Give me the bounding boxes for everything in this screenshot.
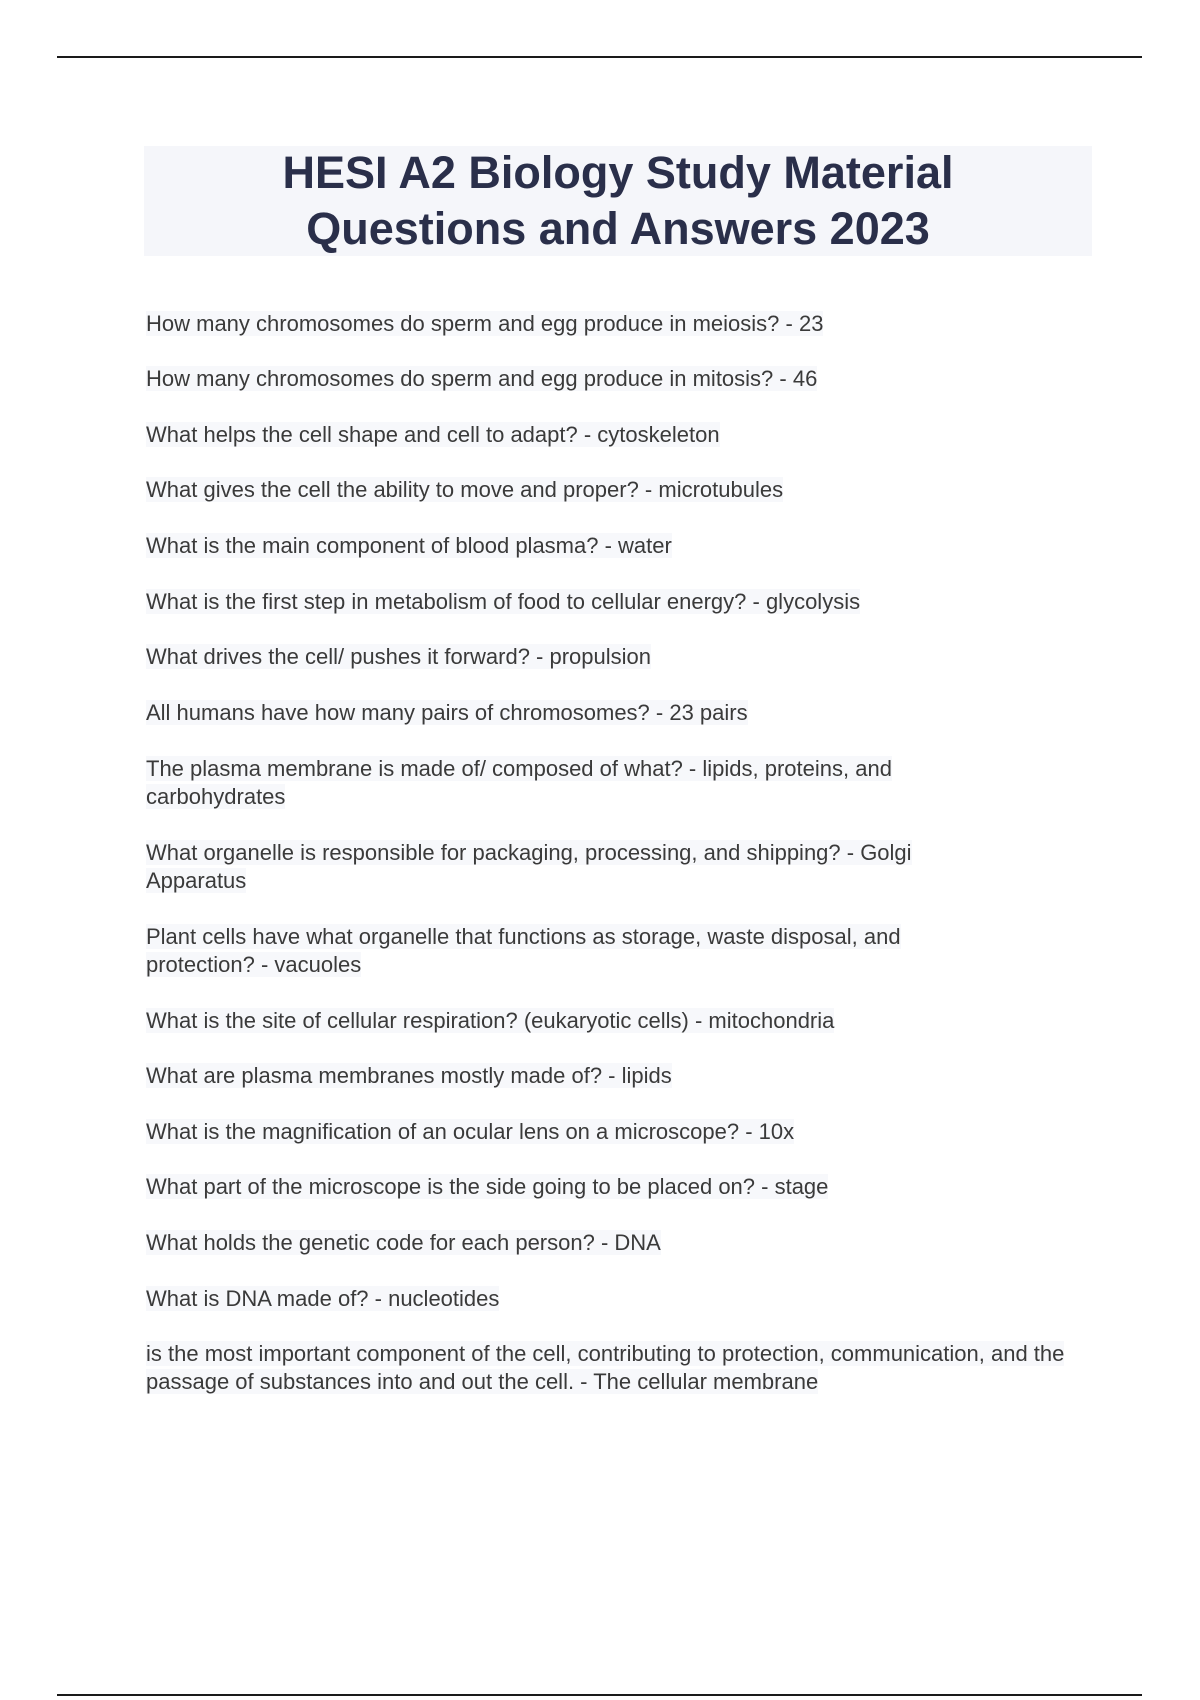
qa-item: What gives the cell the ability to move and proper? - microtubules bbox=[146, 477, 784, 502]
qa-item: What drives the cell/ pushes it forward? - propulsion bbox=[146, 644, 652, 669]
qa-item: Plant cells have what organelle that functions as storage, waste disposal, and protection? - vacuoles bbox=[146, 924, 901, 977]
qa-item: The plasma membrane is made of/ composed of what? - lipids, proteins, and carbohydrates bbox=[146, 756, 892, 809]
qa-item: is the most important component of the cell, contributing to protection, communication, and the passage of substances into and out the cell. - The cellular membrane bbox=[146, 1341, 1065, 1394]
qa-item: How many chromosomes do sperm and egg produce in meiosis? - 23 bbox=[146, 311, 824, 336]
qa-item: What helps the cell shape and cell to adapt? - cytoskeleton bbox=[146, 422, 720, 447]
qa-item: What part of the microscope is the side going to be placed on? - stage bbox=[146, 1174, 829, 1199]
qa-item: What is DNA made of? - nucleotides bbox=[146, 1286, 500, 1311]
qa-item: All humans have how many pairs of chromosomes? - 23 pairs bbox=[146, 700, 748, 725]
qa-item: What is the first step in metabolism of food to cellular energy? - glycolysis bbox=[146, 589, 861, 614]
qa-item: What organelle is responsible for packaging, processing, and shipping? - Golgi Apparatus bbox=[146, 840, 912, 893]
title-line-2: Questions and Answers 2023 bbox=[306, 203, 930, 254]
top-rule bbox=[57, 56, 1142, 58]
title-banner bbox=[144, 146, 1092, 256]
qa-item: What is the magnification of an ocular lens on a microscope? - 10x bbox=[146, 1119, 795, 1144]
bottom-rule bbox=[57, 1694, 1142, 1696]
title-line-1: HESI A2 Biology Study Material bbox=[282, 147, 954, 198]
qa-item: What are plasma membranes mostly made of? - lipids bbox=[146, 1063, 672, 1088]
qa-item: What holds the genetic code for each person? - DNA bbox=[146, 1230, 661, 1255]
qa-item: What is the main component of blood plasma? - water bbox=[146, 533, 672, 558]
qa-item: What is the site of cellular respiration? (eukaryotic cells) - mitochondria bbox=[146, 1008, 835, 1033]
qa-item: How many chromosomes do sperm and egg produce in mitosis? - 46 bbox=[146, 366, 818, 391]
page-title bbox=[283, 145, 954, 257]
